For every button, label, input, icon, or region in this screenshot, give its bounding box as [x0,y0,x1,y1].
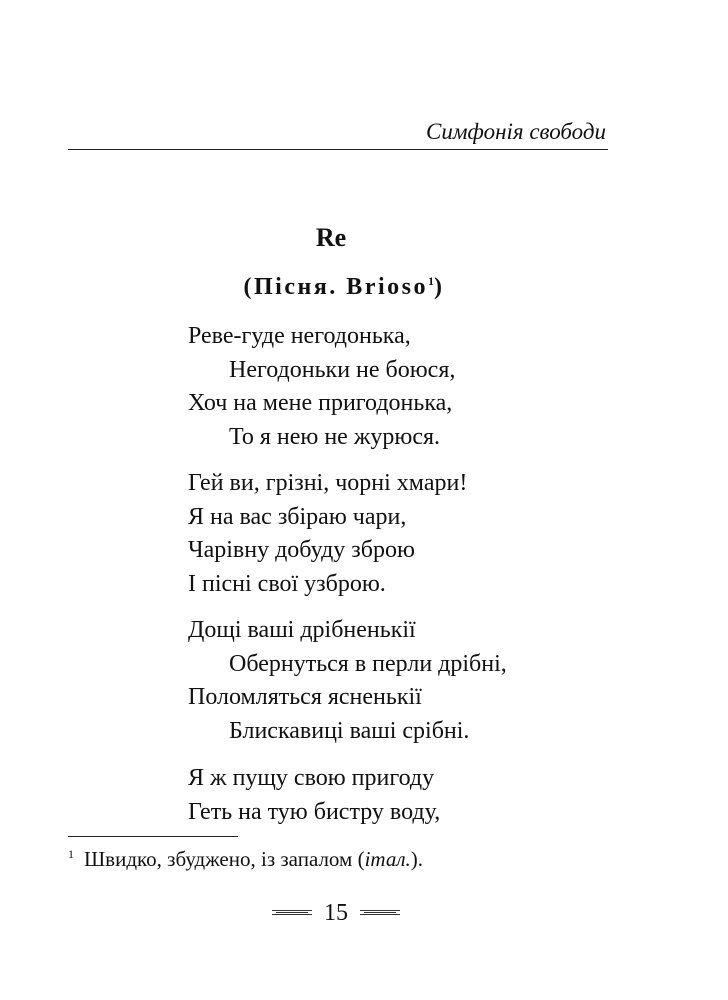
footnote-close: ). [410,847,423,871]
verse-line: Гей ви, грізні, чорні хмари! [188,470,468,496]
footnote-italic: італ. [364,847,411,871]
verse-line: І пісні свої узброю. [188,570,386,597]
verse-line: Негодоньки не боюся, [229,356,456,383]
verse-line: Я ж пущу свою пригоду [188,765,435,791]
page-footer [0,898,672,928]
verse-line: Хоч на мене пригодонька, [188,390,453,416]
poem-subtitle-text: (Пісня. Brioso [243,274,428,300]
verse-line: Дощі ваші дрібненькії [188,617,416,643]
footnote-reference[interactable]: 1 [427,274,434,288]
poem-subtitle-close: ) [433,274,445,300]
verse-line: Поломляться ясненькії [188,684,422,710]
page-number: 15 [324,900,348,926]
verse-line: Чарівну добуду зброю [188,537,415,563]
left-ornament-icon [272,909,312,917]
verse-line: Я на вас збіраю чари, [188,503,407,530]
poem-title: Re [315,223,347,252]
verse-line: Реве-гуде негодонька, [188,323,411,349]
stanza-3 [188,614,608,748]
verse-line: Обернуться в перли дрібні, [229,650,507,677]
right-ornament-icon [360,909,400,917]
header-rule [68,149,608,150]
footnote-text: Швидко, збуджено, із запалом ( [84,847,365,871]
poem-subtitle [0,272,688,302]
running-header: Симфонія свободи [426,119,606,144]
footnote-rule [68,836,238,837]
verse-line: Блискавиці ваші срібні. [229,717,470,744]
stanza-2 [188,467,608,601]
footnote-mark: 1 [68,847,74,861]
stanza-1 [188,320,608,454]
verse-line: То я нею не журюся. [229,423,441,450]
footnote [68,845,423,873]
verse-line: Геть на тую бистру воду, [188,798,441,825]
stanza-4 [188,762,608,829]
